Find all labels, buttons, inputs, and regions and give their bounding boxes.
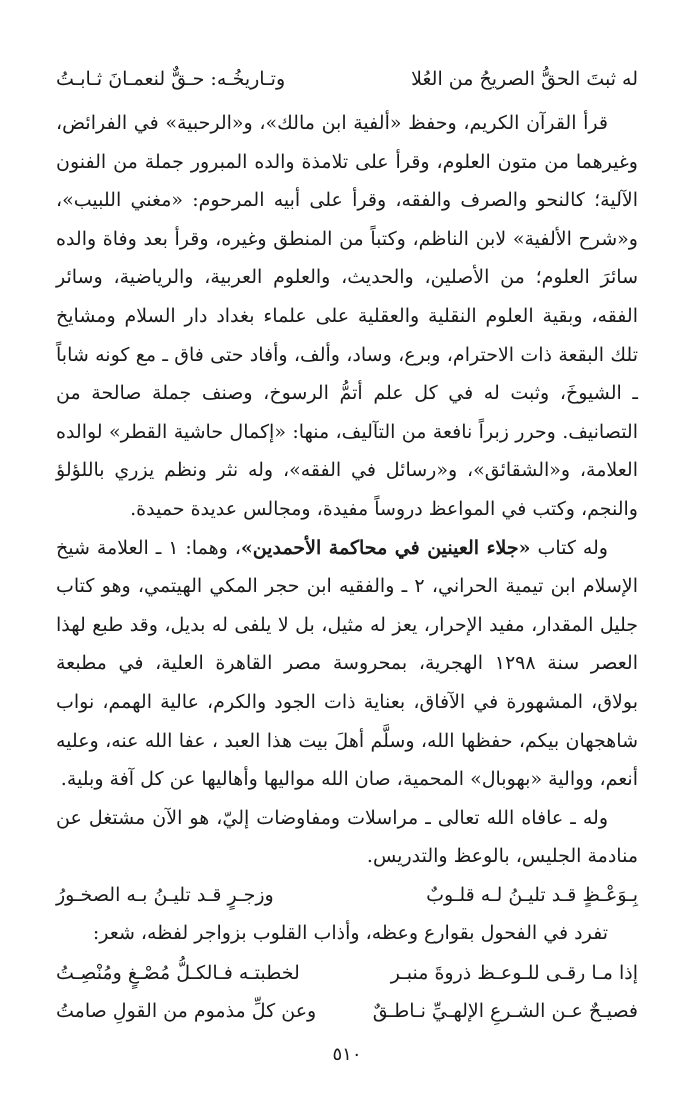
book-title: «جلاء العينين في محاكمة الأحمدين» xyxy=(240,536,531,559)
verse-second-hemistich: لخطبتـه فـالكـلُّ مُصْـغٍ ومُنْصِـتُ xyxy=(56,961,300,984)
poem-verse-2 xyxy=(56,992,638,1030)
paragraph-correspondence: وله ـ عافاه الله تعالى ـ مراسلات ومفاوضات إليّ، هو الآن مشتغل عن منادمة الجليس، بالوعظ والتدريس. xyxy=(56,806,638,868)
page-number: ٥١٠ xyxy=(332,1044,362,1065)
verse-first-hemistich: له ثبتَ الحقُّ الصريحُ من العُلا xyxy=(411,68,638,90)
verse-second-hemistich: وزجـرٍ قـد تليـنُ بـه الصخـورُ xyxy=(56,883,274,906)
paragraph-book xyxy=(56,529,638,799)
verse-first-hemistich: فصيـحٌ عـن الشـرعِ الإلهـيِّ نـاطـقٌ xyxy=(372,999,638,1022)
verse-first-hemistich: بِـوَعْـظٍ قـد تليـنُ لـه قلـوبٌ xyxy=(426,883,638,906)
verse-second-hemistich: وعن كلِّ مذموم من القولِ صامتُ xyxy=(56,999,317,1022)
poem xyxy=(56,954,638,1030)
top-verse xyxy=(56,60,638,98)
book-description: ، وهما: ١ ـ العلامة شيخ الإسلام ابن تيمية الحراني، ٢ ـ والفقيه ابن حجر المكي الهيتمي، وهو كتاب جليل المقدار، مفيد الإحرار، يعز له مثيل، بل لا يلفى له بديل، وقد طبع لهذا العصر سنة ١٢٩٨ الهجرية، بمحروسة مصر القاهرة العلية، في مطبعة بولاق، المشهورة في الآفاق، بعناية ذات الجود والكرم، عالية الهمم، نواب شاهجهان بيكم، حفظها الله، وسلَّم أهلَ بيت هذا العبد ، عفا الله عنه، وعليه أنعم، ووالية «بهوبال» المحمية، صان الله مواليها وأهاليها عن كل آفة وبلية. xyxy=(56,536,638,791)
verse-second-hemistich: وتـاريخُـه: حـقٌّ لنعمـانَ ثـابـتُ xyxy=(56,68,286,90)
poem-verse-1 xyxy=(56,954,638,992)
preaching-verse xyxy=(56,876,638,914)
verse-first-hemistich: إذا مـا رقـى للـوعـظ ذروةَ منبـر xyxy=(390,961,638,984)
book-lead: وله كتاب xyxy=(537,536,608,559)
paragraph-studies: قرأ القرآن الكريم، وحفظ «ألفية ابن مالك»، و«الرحبية» في الفرائض، وغيرهما من متون العلوم، وقرأ على تلامذة والده المبرور جملة من الفنون الآلية؛ كالنحو والصرف والفقه، وقرأ على أبيه المرحوم: «مغني اللبيب»، و«شرح الألفية» لابن الناظم، وكتباً من المنطق وغيره، وقرأ بعد وفاة والده سائرَ العلوم؛ من الأصلين، والحديث، والعلوم العربية، والرياضية، وسائر الفقه، وبقية العلوم النقلية والعقلية على علماء بغداد دار السلام ومشايخ تلك البقعة ذات الاحترام، وبرع، وساد، وألف، وأفاد حتى فاق ـ مع كونه شاباً ـ الشيوخَ، وثبت له في كل علم أتمُّ الرسوخ، وصنف جملة صالحة من التصانيف. وحرر زبراً نافعة من التآليف، منها: «إكمال حاشية القطر» لوالده العلامة، و«الشقائق»، و«رسائل في الفقه»، وله نثر ونظم يزري باللؤلؤ والنجم، وكتب في المواعظ دروساً مفيدة، ومجالس عديدة حميدة. xyxy=(56,112,638,520)
poem-intro: تفرد في الفحول بقوارع وعظه، وأذاب القلوب بزواجر لفظه، شعر: xyxy=(92,921,608,944)
